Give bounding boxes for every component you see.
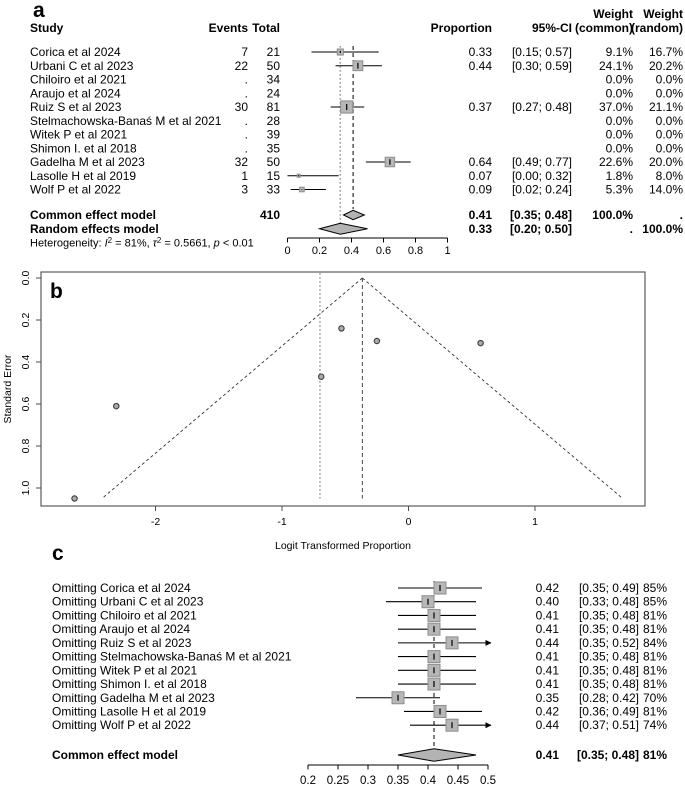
study-weight-random: 20.0% <box>648 155 683 169</box>
study-ci: [0.30; 0.59] <box>511 58 572 73</box>
y-axis-tick-label: 0.8 <box>20 438 32 454</box>
omit-row-label: Omitting Corica et al 2024 <box>52 581 191 595</box>
study-weight-random: 0.0% <box>655 127 683 142</box>
study-total: 39 <box>266 127 280 142</box>
header-proportion: Proportion <box>430 21 492 35</box>
axis-tick-label: 0.45 <box>446 775 470 787</box>
omit-row-label: Omitting Wolf P et al 2022 <box>52 718 191 733</box>
omit-row-i2: 74% <box>642 718 667 733</box>
study-proportion: 0.09 <box>468 182 492 197</box>
study-total: 81 <box>266 100 280 114</box>
common-effect-weight-common: 100.0% <box>592 208 633 222</box>
omit-row-ci: [0.35; 0.48] <box>578 608 639 623</box>
omit-row-i2: 81% <box>642 622 667 637</box>
header-weight-common: (common) <box>575 21 633 35</box>
omit-row-proportion: 0.42 <box>535 581 559 595</box>
study-weight-random: 0.0% <box>655 72 683 87</box>
omit-row-i2: 81% <box>642 608 667 623</box>
axis-tick-label: 1 <box>444 245 451 257</box>
axis-tick-label: 0.4 <box>420 775 436 787</box>
header-weight-random: (random) <box>631 21 683 35</box>
study-weight-random: 0.0% <box>655 113 683 128</box>
funnel-point <box>319 374 324 379</box>
omit-row-ci: [0.35; 0.48] <box>578 649 639 664</box>
common-effect-label: Common effect model <box>30 208 157 222</box>
header-study: Study <box>30 21 64 35</box>
study-events: 32 <box>234 155 248 169</box>
study-events: 7 <box>241 45 248 59</box>
ci-arrow-head <box>486 640 492 646</box>
study-events: . <box>244 141 248 156</box>
axis-tick-label: 0.2 <box>300 775 316 787</box>
omit-row-ci: [0.33; 0.48] <box>578 594 639 609</box>
study-total: 50 <box>266 155 280 169</box>
study-row-name: Araujo et al 2024 <box>30 86 121 101</box>
omit-row-proportion: 0.44 <box>535 635 559 650</box>
heterogeneity-text: Heterogeneity: $I^2 = 81\%$, $\tau^2 = 0.5661$, p < 0.01 <box>30 236 254 250</box>
study-weight-random: 21.1% <box>648 100 683 114</box>
omit-row-i2: 85% <box>642 594 667 609</box>
y-axis-tick-label: 0.0 <box>20 270 32 286</box>
study-row-name: Corica et al 2024 <box>30 45 121 59</box>
omit-row-proportion: 0.41 <box>535 608 559 623</box>
omit-row-i2: 81% <box>642 677 667 692</box>
omit-row-ci: [0.35; 0.48] <box>578 622 639 637</box>
omit-row-i2: 81% <box>642 649 667 664</box>
header-total: Total <box>252 21 280 35</box>
study-ci: [0.15; 0.57] <box>511 45 572 59</box>
study-ci: [0.49; 0.77] <box>511 155 572 169</box>
axis-tick-label: 0.6 <box>375 245 392 257</box>
common-effect-proportion: 0.41 <box>468 208 492 222</box>
omit-row-proportion: 0.35 <box>535 690 559 705</box>
axis-tick-label: 0.2 <box>311 245 328 257</box>
study-events: 3 <box>241 182 248 197</box>
axis-tick-label: 0.25 <box>326 775 350 787</box>
header-weight-random: Weight <box>643 7 683 21</box>
study-row-name: Witek P et al 2021 <box>30 127 128 142</box>
header-ci: 95%-CI <box>531 21 572 35</box>
study-row-name: Gadelha M et al 2023 <box>30 155 145 169</box>
common-effect-i2: 81% <box>642 748 667 762</box>
panel-a-label: a <box>33 0 45 22</box>
y-axis-tick-label: 1.0 <box>20 480 32 496</box>
omit-row-label: Omitting Gadelha M et al 2023 <box>52 690 215 705</box>
omit-row-label: Omitting Araujo et al 2024 <box>52 622 191 637</box>
study-weight-random: 20.2% <box>648 58 683 73</box>
x-axis-tick-label: -2 <box>150 516 161 528</box>
y-axis-tick-label: 0.6 <box>20 396 32 412</box>
omit-row-i2: 81% <box>642 663 667 678</box>
study-total: 34 <box>266 72 280 87</box>
x-axis-tick-label: -1 <box>277 516 287 528</box>
panel-b-label: b <box>50 280 63 303</box>
axis-tick-label: 0.35 <box>386 775 410 787</box>
study-weight-common: 0.0% <box>605 86 633 101</box>
x-axis-tick-label: 0 <box>405 516 412 528</box>
random-effects-ci: [0.20; 0.50] <box>509 221 572 236</box>
omit-row-label: Omitting Ruiz S et al 2023 <box>52 635 192 650</box>
random-effects-diamond <box>320 223 368 234</box>
study-weight-common: 37.0% <box>598 100 633 114</box>
omit-row-ci: [0.36; 0.49] <box>578 704 639 719</box>
y-axis-tick-label: 0.2 <box>20 312 32 328</box>
study-events: . <box>244 127 248 142</box>
study-total: 24 <box>266 86 280 101</box>
omit-row-ci: [0.35; 0.48] <box>578 677 639 692</box>
study-proportion: 0.37 <box>468 100 492 114</box>
study-row-name: Wolf P et al 2022 <box>30 182 121 197</box>
study-ci: [0.27; 0.48] <box>511 100 572 114</box>
omit-row-i2: 85% <box>642 581 667 595</box>
header-weight-common: Weight <box>593 7 633 21</box>
study-weight-common: 0.0% <box>605 72 633 87</box>
study-total: 28 <box>266 113 280 128</box>
study-weight-common: 1.8% <box>605 168 633 183</box>
common-effect-total: 410 <box>259 208 280 222</box>
omit-row-label: Omitting Urbani C et al 2023 <box>52 594 204 609</box>
study-events: . <box>244 86 248 101</box>
study-weight-random: 0.0% <box>655 86 683 101</box>
funnel-point <box>339 326 344 331</box>
omit-row-i2: 81% <box>642 704 667 719</box>
study-row-name: Chiloiro et al 2021 <box>30 72 127 87</box>
axis-tick-label: 0 <box>284 245 291 257</box>
study-ci: [0.02; 0.24] <box>511 182 572 197</box>
study-row-name: Lasolle H et al 2019 <box>30 168 137 183</box>
study-proportion: 0.07 <box>468 168 492 183</box>
common-effect-weight-random: . <box>679 208 683 222</box>
study-weight-common: 0.0% <box>605 141 633 156</box>
study-weight-common: 24.1% <box>598 58 633 73</box>
study-weight-random: 16.7% <box>648 45 683 59</box>
omit-row-proportion: 0.44 <box>535 718 559 733</box>
study-weight-random: 8.0% <box>655 168 683 183</box>
omit-row-proportion: 0.41 <box>535 663 559 678</box>
omit-row-label: Omitting Shimon I. et al 2018 <box>52 677 207 692</box>
funnel-right-edge <box>362 278 622 499</box>
ci-arrow-head <box>486 722 492 728</box>
funnel-point <box>374 338 379 343</box>
study-proportion: 0.33 <box>468 45 492 59</box>
study-events: . <box>244 72 248 87</box>
random-effects-label: Random effects model <box>30 221 159 236</box>
funnel-plot-box <box>41 272 645 506</box>
x-axis-tick-label: 1 <box>532 516 538 528</box>
y-axis-tick-label: 0.4 <box>20 354 32 370</box>
funnel-point <box>114 403 119 408</box>
study-events: 22 <box>234 58 248 73</box>
omit-row-proportion: 0.42 <box>535 704 559 719</box>
study-weight-common: 0.0% <box>605 113 633 128</box>
omit-row-label: Omitting Stelmachowska-Banaś M et al 2021 <box>52 649 292 664</box>
study-proportion: 0.64 <box>468 155 492 169</box>
axis-tick-label: 0.5 <box>480 775 496 787</box>
study-events: 30 <box>234 100 248 114</box>
funnel-point <box>72 496 77 501</box>
x-axis-title: Logit Transformed Proportion <box>275 540 411 552</box>
study-total: 21 <box>266 45 280 59</box>
omit-row-label: Omitting Lasolle H et al 2019 <box>52 704 207 719</box>
random-effects-proportion: 0.33 <box>468 221 492 236</box>
omit-row-label: Omitting Witek P et al 2021 <box>52 663 198 678</box>
study-total: 35 <box>266 141 280 156</box>
study-weight-common: 0.0% <box>605 127 633 142</box>
omit-row-ci: [0.37; 0.51] <box>578 718 639 733</box>
omit-row-ci: [0.28; 0.42] <box>578 690 639 705</box>
common-effect-diamond <box>344 210 365 220</box>
study-ci: [0.00; 0.32] <box>511 168 572 183</box>
study-weight-random: 0.0% <box>655 141 683 156</box>
common-effect-ci: [0.35; 0.48] <box>576 748 639 762</box>
axis-tick-label: 0.8 <box>407 245 424 257</box>
axis-tick-label: 0.3 <box>360 775 376 787</box>
common-effect-proportion: 0.41 <box>535 748 559 762</box>
random-effects-weight-common: . <box>629 221 633 236</box>
omit-row-proportion: 0.41 <box>535 622 559 637</box>
omit-row-proportion: 0.41 <box>535 649 559 664</box>
study-weight-random: 14.0% <box>648 182 683 197</box>
study-row-name: Stelmachowska-Banaś M et al 2021 <box>30 113 222 128</box>
study-weight-common: 5.3% <box>605 182 633 197</box>
omit-row-i2: 84% <box>642 635 667 650</box>
omit-row-proportion: 0.40 <box>535 594 559 609</box>
study-total: 33 <box>266 182 280 197</box>
panel-c-label: c <box>52 542 64 565</box>
study-row-name: Ruiz S et al 2023 <box>30 100 122 114</box>
omit-row-i2: 70% <box>642 690 667 705</box>
header-events: Events <box>208 21 248 35</box>
y-axis-title: Standard Error <box>2 354 14 424</box>
study-weight-common: 9.1% <box>605 45 633 59</box>
random-effects-weight-random: 100.0% <box>642 221 683 236</box>
study-total: 15 <box>266 168 280 183</box>
common-effect-diamond <box>398 749 476 762</box>
omit-row-ci: [0.35; 0.48] <box>578 663 639 678</box>
axis-tick-label: 0.4 <box>343 245 360 257</box>
funnel-point <box>478 340 483 345</box>
study-proportion: 0.44 <box>468 58 492 73</box>
omit-row-proportion: 0.41 <box>535 677 559 692</box>
study-events: . <box>244 113 248 128</box>
study-row-name: Shimon I. et al 2018 <box>30 141 137 156</box>
study-events: 1 <box>241 168 248 183</box>
omit-row-ci: [0.35; 0.49] <box>578 581 639 595</box>
study-weight-common: 22.6% <box>598 155 633 169</box>
common-effect-ci: [0.35; 0.48] <box>509 208 572 222</box>
common-effect-label: Common effect model <box>52 748 179 762</box>
omit-row-ci: [0.35; 0.52] <box>578 635 639 650</box>
study-row-name: Urbani C et al 2023 <box>30 58 134 73</box>
study-total: 50 <box>266 58 280 73</box>
omit-row-label: Omitting Chiloiro et al 2021 <box>52 608 197 623</box>
funnel-left-edge <box>102 278 362 499</box>
